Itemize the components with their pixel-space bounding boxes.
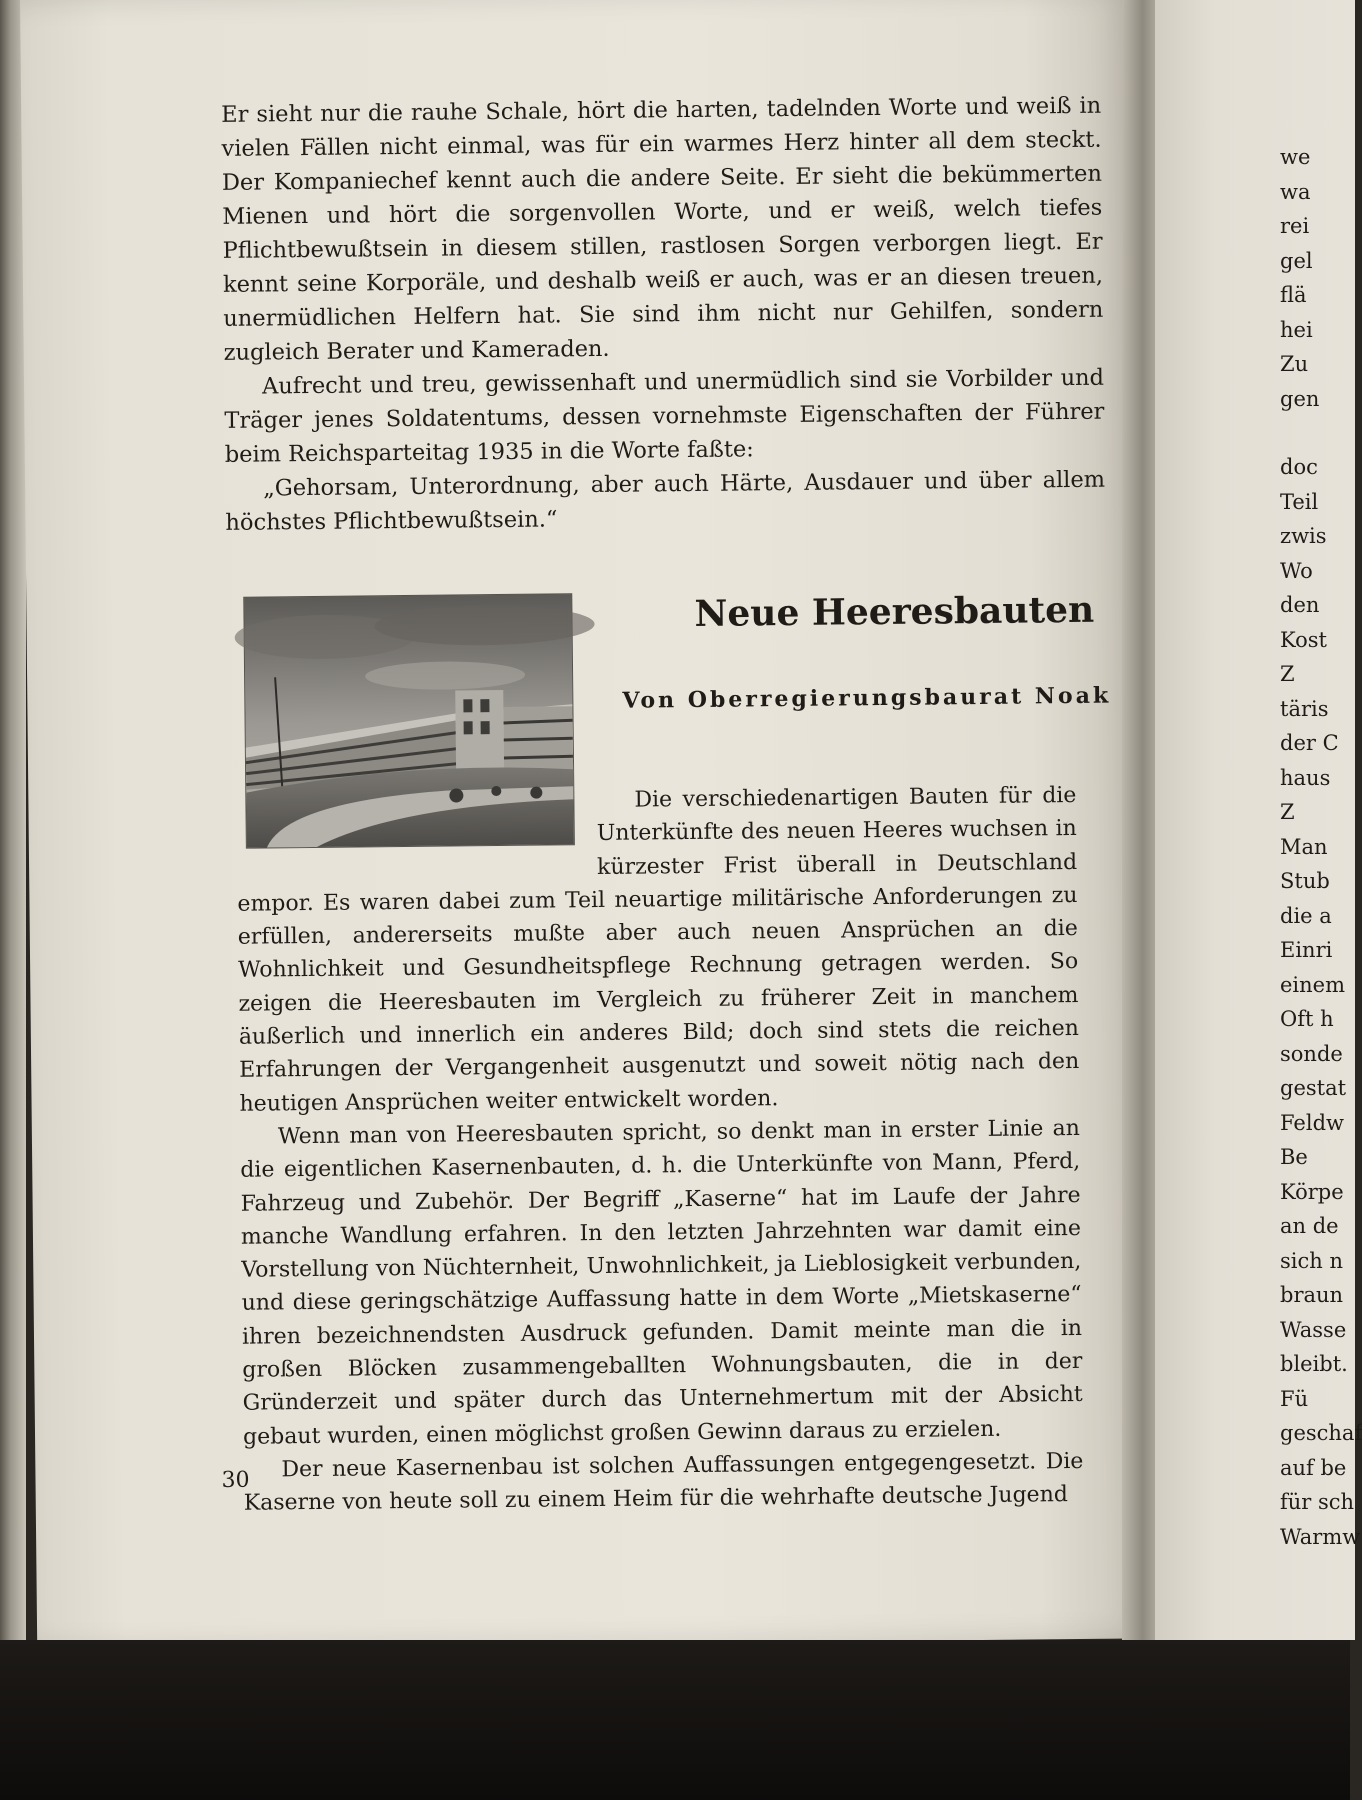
right-page-line-fragment: doc [1280,455,1318,479]
paragraph: Der neue Kasernenbau ist solchen Auffassungen entgegengesetzt. Die Kaserne von heute soll zu einem Heim für die wehrhafte deutsche Jugend [243,1448,1084,1516]
right-page-line-fragment: Man [1280,834,1328,859]
right-page-line-fragment: Teil [1280,489,1319,514]
right-page-line-fragment: Feldw [1280,1110,1344,1135]
right-page-line-fragment: Warmw [1280,1524,1361,1549]
quote: „Gehorsam, Unterordnung, aber auch Härte, Ausdauer und über allem höchstes Pflichtbewußtsein.“ [225,466,1106,536]
paragraph: Wenn man von Heeresbauten spricht, so denkt man in erster Linie an die eigentlichen Kasernenbauten, d. h. die Unterkünfte von Mann, Pferd, Fahrzeug und Zubehör. Der Begriff „Kaserne“ hat im Laufe der Jahre manche Wandlung erfahren. In den letzten Jahrzehnten war damit eine Vorstellung von Nüchternheit, Unwohnlichkeit, ja Lieblosigkeit verbunden, und diese geringschätzige Auffassung hatte in dem Worte „Mietskaserne“ ihren bezeichnendsten Ausdruck gefunden. Damit meinte man die in großen Blöcken zusammengeballten Wohnungsbauten, die in der Gründerzeit und später durch das Unternehmertum mit der Absicht gebaut wurden, einen möglichst großen Gewinn daraus zu erzielen. [240,1115,1083,1450]
paragraph: Er sieht nur die rauhe Schale, hört die harten, tadelnden Worte und weiß in vielen Fällen nicht einmal, was für ein warmes Herz hinter all dem steckt. Der Kompaniechef kennt auch die andere Seite. Er sieht die bekümmerten Mienen und hört die sorgenvollen Worte, und er weiß, welch tiefes Pflichtbewußtsein in diesem stillen, rastlosen Sorgen verborgen liegt. Er kennt seine Korporäle, und deshalb weiß er auch, was er an diesen treuen, unermüdlichen Helfern hat. Sie sind ihm nicht nur Gehilfen, sondern zugleich Berater und Kameraden. [221,92,1104,366]
article-body [236,779,1084,1520]
page-number: 30 [221,1467,250,1493]
background-surface [0,1640,1350,1800]
paragraph-gap [1280,416,1350,450]
right-page-line-fragment: die a [1280,903,1332,928]
right-page-line-fragment: bleibt. [1280,1352,1348,1376]
article-author: Von Oberregierungsbaurat Noak [622,682,1112,714]
right-page-line-fragment: rei [1280,214,1310,238]
right-page-line-fragment: Fü [1280,1386,1309,1411]
right-page-line-fragment: Kost [1280,627,1327,652]
right-page-line-fragment: Wo [1280,558,1313,583]
left-page [20,0,1152,1650]
right-page-text-fragments [1280,140,1362,1554]
right-page-line-fragment: einem [1280,972,1346,997]
right-page-line-fragment: geschaf [1280,1421,1362,1445]
right-page-line-fragment: Körpe [1280,1179,1344,1204]
right-page-line-fragment: der C [1280,731,1339,755]
right-page-line-fragment: sonde [1280,1041,1343,1066]
right-page-line-fragment: an de [1280,1214,1339,1238]
article-title: Neue Heeresbauten [694,588,1095,635]
right-page-line-fragment: haus [1280,765,1331,790]
right-page-line-fragment: Oft h [1280,1007,1334,1031]
right-page-line-fragment: gen [1280,386,1320,411]
right-page-line-fragment: we [1280,145,1311,169]
right-page-line-fragment: den [1280,593,1320,617]
right-page-line-fragment: braun [1280,1283,1344,1307]
right-page-line-fragment: wa [1280,179,1311,204]
right-page-line-fragment: gestat [1280,1076,1347,1100]
right-page-line-fragment: zwis [1280,524,1327,548]
right-page-line-fragment: flä [1280,283,1307,307]
right-page-line-fragment: sich n [1280,1248,1343,1273]
paragraph: Die verschiedenartigen Bauten für die Unterkünfte des neuen Heeres wuchsen in kürzester Frist überall in Deutschland empor. Es waren dabei zum Teil neuartige militärische Anforderungen zu erfüllen, andererseits mußte aber auch neuen Ansprüchen an die Wohnlichkeit und Gesundheitspflege Rechnung getragen werden. So zeigen die Heeresbauten im Vergleich zu früherer Zeit in manchem äußerlich und innerlich ein anderes Bild; doch sind stets die reichen Erfahrungen der Vergangenheit ausgenutzt und soweit nötig nach den heutigen Ansprüchen weiter entwickelt worden. [237,782,1080,1117]
right-page-line-fragment: Wasse [1280,1317,1347,1342]
right-page-line-fragment: für sch [1280,1490,1355,1514]
right-page-line-fragment: Einri [1280,938,1333,962]
right-page-line-fragment: Z [1280,800,1295,824]
paragraph: Aufrecht und treu, gewissenhaft und unermüdlich sind sie Vorbilder und Träger jenes Soldatentums, dessen vornehmste Eigenschaften der Führer beim Reichsparteitag 1935 in die Worte faßte: [224,364,1105,468]
right-page-line-fragment: Stub [1280,869,1330,893]
photo-wrap-space [236,784,597,883]
right-page-line-fragment: Zu [1280,352,1309,376]
right-page-line-fragment: gel [1280,248,1313,273]
top-text-block [221,89,1106,540]
right-page-line-fragment: auf be [1280,1455,1347,1480]
right-page-line-fragment: hei [1280,317,1313,342]
right-page-line-fragment: täris [1280,696,1329,721]
right-page-line-fragment: Be [1280,1145,1308,1169]
right-page-line-fragment: Z [1280,662,1295,686]
